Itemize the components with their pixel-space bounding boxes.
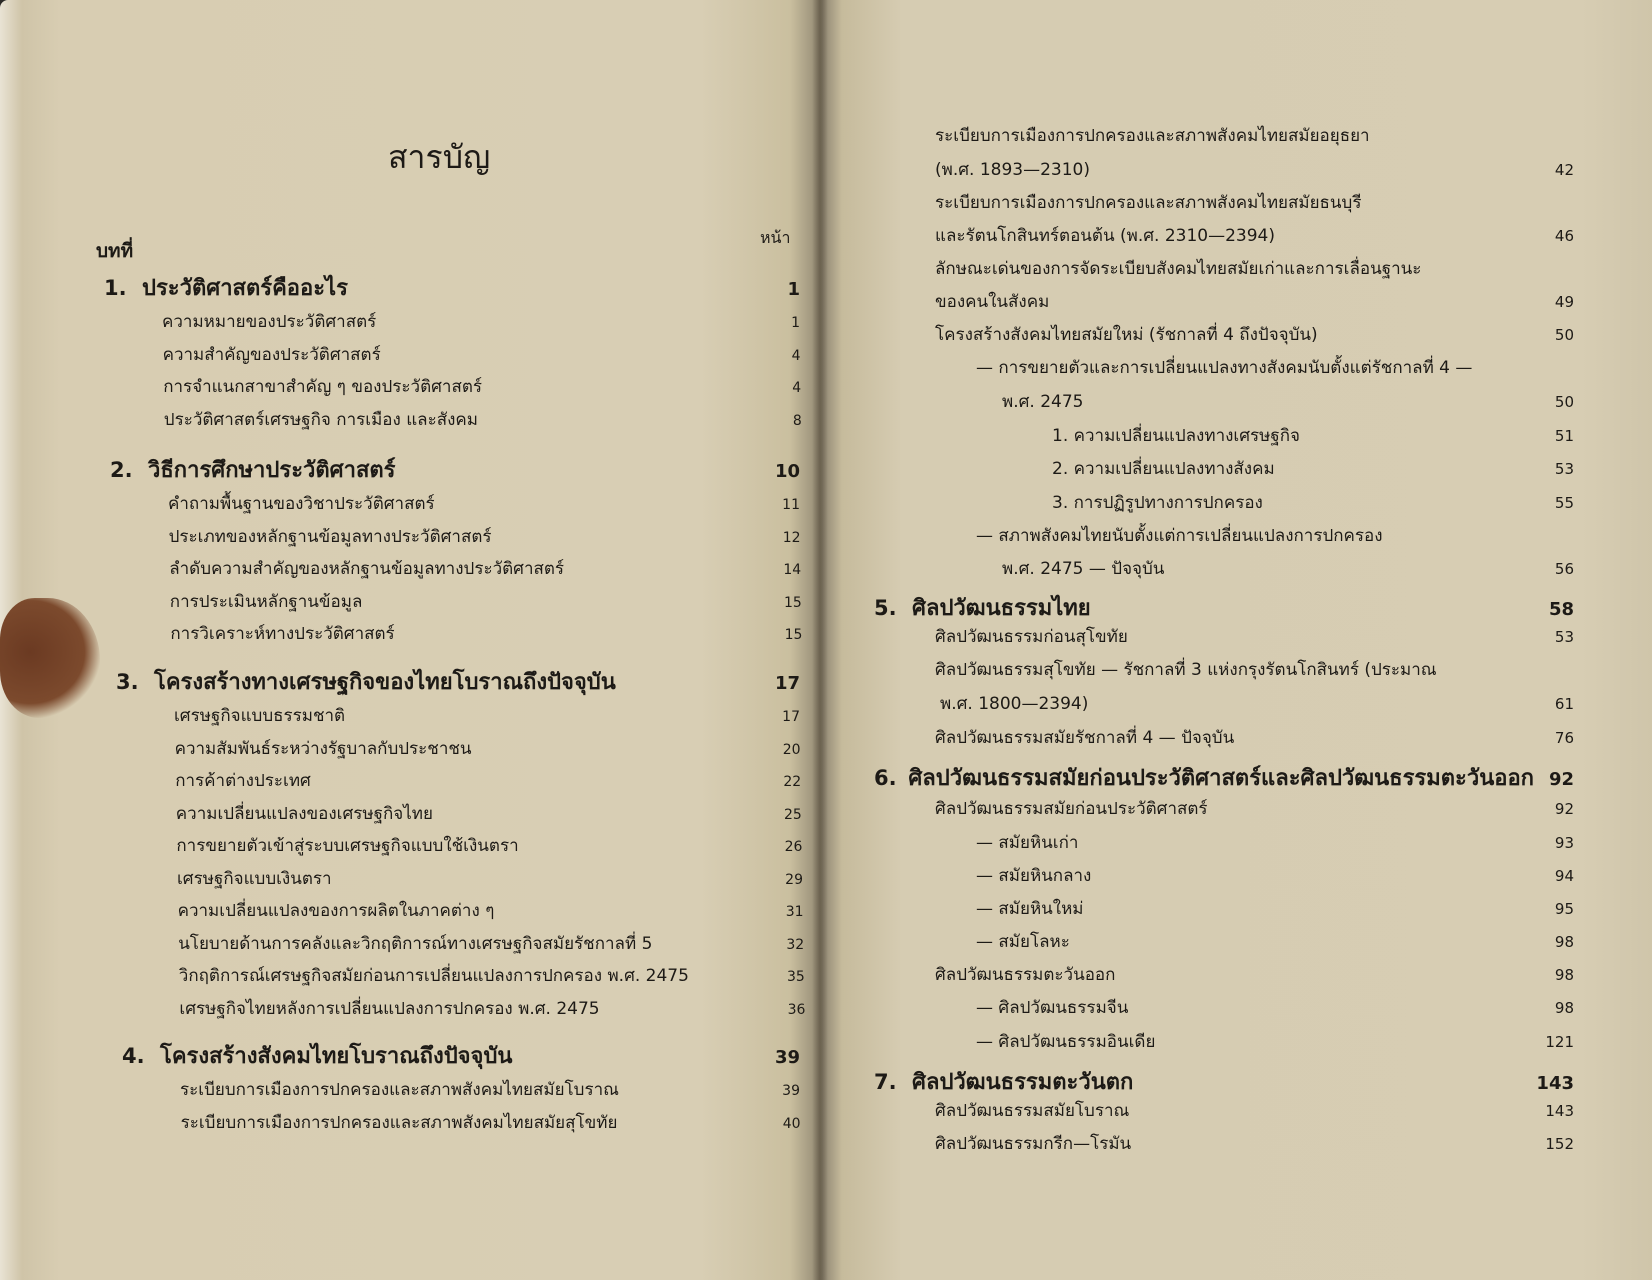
entry-title: ลำดับความสำคัญของหลักฐานข้อมูลทางประวัติศาสตร์ (169, 559, 565, 579)
page-number: 58 (1548, 599, 1574, 620)
entry-title: — สมัยหินกลาง (976, 866, 1092, 886)
right-page (822, 0, 1652, 1280)
entry-title: — สมัยหินเก่า (976, 833, 1079, 853)
entry-title: และรัตนโกสินทร์ตอนต้น (พ.ศ. 2310—2394) (935, 226, 1275, 246)
book-spine (812, 0, 828, 1280)
entry-title: ลักษณะเด่นของการจัดระเบียบสังคมไทยสมัยเก่าและการเลื่อนฐานะ (935, 259, 1422, 279)
page-number: 22 (783, 774, 802, 790)
entry-title: — การขยายตัวและการเปลี่ยนแปลงทางสังคมนับตั้งแต่รัชกาลที่ 4 — (976, 358, 1473, 378)
page-number: 76 (1554, 729, 1574, 747)
toc-entry (935, 122, 1574, 149)
page-number: 98 (1554, 966, 1574, 984)
chapter-column-header: บทที่ (96, 240, 134, 262)
page-number: 49 (1554, 293, 1574, 311)
page-number: 15 (784, 627, 803, 643)
chapter-row (874, 590, 1574, 625)
entry-title: — ศิลปวัฒนธรรมจีน (976, 998, 1129, 1018)
entry-title: การขยายตัวเข้าสู่ระบบเศรษฐกิจแบบใช้เงินตรา (176, 836, 519, 856)
page-number: 42 (1554, 161, 1574, 179)
toc-entry (935, 961, 1574, 988)
toc-entry (976, 895, 1574, 922)
page-number: 61 (1554, 695, 1574, 713)
entry-title: การจำแนกสาขาสำคัญ ๆ ของประวัติศาสตร์ (163, 377, 482, 397)
page-title: สารบัญ (388, 138, 491, 176)
entry-title: ระเบียบการเมืองการปกครองและสภาพสังคมไทยสมัยสุโขทัย (180, 1112, 618, 1133)
page-number: 4 (791, 347, 801, 364)
page-number: 36 (787, 1001, 806, 1018)
entry-title: ระเบียบการเมืองการปกครองและสภาพสังคมไทยสมัยโบราณ (180, 1080, 619, 1100)
chapter-number: 1. (104, 276, 127, 300)
toc-entry (935, 288, 1574, 315)
chapter-number: 5. (874, 596, 897, 620)
page-number: 95 (1554, 900, 1574, 918)
page-number: 152 (1545, 1135, 1574, 1153)
toc-entry (169, 523, 801, 550)
left-page (0, 0, 822, 1280)
chapter-title: ศิลปวัฒนธรรมไทย (912, 595, 1091, 621)
toc-entry (170, 588, 802, 615)
chapter-title: ประวัติศาสตร์คืออะไร (142, 275, 348, 301)
page-number: 20 (782, 741, 801, 758)
entry-title: ความหมายของประวัติศาสตร์ (162, 312, 377, 332)
chapter-row (110, 452, 800, 487)
page-number: 17 (782, 709, 800, 725)
entry-title: 1. ความเปลี่ยนแปลงทางเศรษฐกิจ (1052, 426, 1300, 446)
toc-entry (163, 341, 801, 368)
entry-title: — สภาพสังคมไทยนับตั้งแต่การเปลี่ยนแปลงการปกครอง (976, 526, 1383, 546)
toc-entry (181, 1109, 801, 1136)
toc-entry (180, 1076, 800, 1103)
entry-title: ระเบียบการเมืองการปกครองและสภาพสังคมไทยสมัยธนบุรี (935, 193, 1362, 213)
chapter-number: 2. (110, 458, 133, 482)
entry-title: ความเปลี่ยนแปลงของการผลิตในภาคต่าง ๆ (177, 901, 495, 921)
toc-entry (162, 308, 800, 335)
entry-title: ประวัติศาสตร์เศรษฐกิจ การเมือง และสังคม (163, 409, 478, 430)
page-number: 11 (782, 497, 800, 513)
toc-entry (168, 490, 800, 517)
toc-entry (163, 373, 801, 400)
toc-entry (1002, 388, 1574, 415)
page-number: 1 (787, 279, 800, 300)
entry-title: การวิเคราะห์ทางประวัติศาสตร์ (170, 624, 395, 644)
entry-title: การค้าต่างประเทศ (175, 771, 311, 791)
entry-title: นโยบายด้านการคลังและวิกฤติการณ์ทางเศรษฐกิจสมัยรัชกาลที่ 5 (178, 933, 653, 954)
page-number: 53 (1554, 460, 1574, 478)
page-number: 31 (785, 904, 804, 920)
chapter-title: ศิลปวัฒนธรรมสมัยก่อนประวัติศาสตร์และศิลปวัฒนธรรมตะวันออก (908, 765, 1534, 791)
page-number: 94 (1554, 867, 1574, 885)
toc-entry (178, 897, 804, 924)
entry-title: ศิลปวัฒนธรรมตะวันออก (935, 965, 1116, 985)
toc-entry (175, 735, 801, 762)
toc-entry (175, 767, 801, 794)
entry-title: ประเภทของหลักฐานข้อมูลทางประวัติศาสตร์ (168, 526, 492, 547)
toc-entry (976, 928, 1574, 955)
entry-title: (พ.ศ. 1893—2310) (935, 160, 1091, 180)
toc-entry (935, 222, 1574, 249)
toc-entry (176, 832, 802, 859)
toc-entry (935, 724, 1574, 751)
toc-entry (976, 354, 1574, 381)
page-number: 39 (782, 1083, 800, 1099)
toc-entry (1002, 555, 1574, 582)
toc-entry (976, 1028, 1574, 1055)
entry-title: วิกฤติการณ์เศรษฐกิจสมัยก่อนการเปลี่ยนแปลงการปกครอง พ.ศ. 2475 (178, 966, 689, 986)
page-number: 29 (785, 871, 803, 888)
entry-title: เศรษฐกิจไทยหลังการเปลี่ยนแปลงการปกครอง พ.ศ. 2475 (179, 998, 600, 1019)
page-number: 56 (1554, 560, 1574, 578)
entry-title: — สมัยโลหะ (976, 932, 1070, 952)
entry-title: โครงสร้างสังคมไทยสมัยใหม่ (รัชกาลที่ 4 ถึงปัจจุบัน) (935, 325, 1318, 345)
toc-entry (1052, 455, 1574, 482)
toc-entry (935, 1097, 1574, 1124)
toc-entry (935, 189, 1574, 216)
page-number: 14 (783, 562, 802, 578)
toc-entry (935, 156, 1574, 183)
chapter-title: ศิลปวัฒนธรรมตะวันตก (912, 1069, 1134, 1095)
entry-title: ความเปลี่ยนแปลงของเศรษฐกิจไทย (175, 803, 433, 824)
toc-entry (935, 1130, 1574, 1157)
page-number: 51 (1554, 427, 1574, 445)
chapter-row (104, 270, 800, 305)
entry-title: — ศิลปวัฒนธรรมอินเดีย (976, 1032, 1156, 1052)
entry-title: — สมัยหินใหม่ (976, 899, 1084, 919)
page-number: 39 (774, 1047, 800, 1068)
page-number: 40 (782, 1115, 801, 1132)
toc-entry (178, 930, 804, 957)
page-number: 98 (1554, 933, 1574, 951)
toc-entry (177, 865, 803, 892)
page-number: 8 (792, 412, 802, 429)
entry-title: ศิลปวัฒนธรรมสมัยโบราณ (935, 1101, 1130, 1121)
toc-entry (976, 862, 1574, 889)
chapter-number: 7. (874, 1070, 897, 1094)
toc-entry (940, 690, 1574, 717)
entry-title: ความสัมพันธ์ระหว่างรัฐบาลกับประชาชน (174, 738, 472, 759)
toc-entry (174, 702, 800, 729)
entry-title: พ.ศ. 1800—2394) (940, 694, 1089, 714)
toc-entry (170, 620, 802, 647)
page-number: 1 (791, 315, 800, 331)
toc-entry (976, 522, 1574, 549)
page-number: 55 (1554, 494, 1574, 512)
entry-title: ศิลปวัฒนธรรมสมัยรัชกาลที่ 4 — ปัจจุบัน (935, 728, 1235, 748)
toc-entry (935, 795, 1574, 822)
page-number: 121 (1545, 1033, 1574, 1051)
chapter-number: 4. (122, 1044, 145, 1068)
entry-title: ศิลปวัฒนธรรมกรีก—โรมัน (935, 1134, 1132, 1154)
entry-title: เศรษฐกิจแบบธรรมชาติ (174, 706, 346, 726)
page-number: 17 (774, 673, 800, 694)
toc-entry (935, 255, 1574, 282)
page-number: 98 (1554, 999, 1574, 1017)
chapter-title: โครงสร้างทางเศรษฐกิจของไทยโบราณถึงปัจจุบัน (154, 669, 616, 695)
entry-title: ศิลปวัฒนธรรมสมัยก่อนประวัติศาสตร์ (935, 799, 1208, 819)
toc-entry (179, 995, 805, 1022)
toc-entry (1052, 489, 1574, 516)
entry-title: ระเบียบการเมืองการปกครองและสภาพสังคมไทยสมัยอยุธยา (935, 126, 1370, 146)
entry-title: พ.ศ. 2475 — ปัจจุบัน (1002, 559, 1165, 579)
entry-title: เศรษฐกิจแบบเงินตรา (177, 868, 332, 889)
page-number: 143 (1545, 1102, 1574, 1120)
toc-entry (176, 800, 802, 827)
page-number: 50 (1554, 393, 1574, 411)
chapter-row (122, 1038, 800, 1073)
page-number: 12 (782, 529, 801, 546)
page-number: 32 (786, 936, 805, 953)
entry-title: พ.ศ. 2475 (1002, 392, 1084, 412)
entry-title: ของคนในสังคม (935, 292, 1050, 312)
toc-entry (164, 406, 802, 433)
chapter-title: วิธีการศึกษาประวัติศาสตร์ (148, 457, 396, 483)
entry-title: 3. การปฏิรูปทางการปกครอง (1052, 493, 1263, 513)
toc-entry (179, 962, 805, 989)
chapter-row (874, 1064, 1574, 1099)
toc-entry (935, 321, 1574, 348)
chapter-row (116, 664, 800, 699)
chapter-row (874, 760, 1574, 795)
page-number: 10 (774, 461, 800, 482)
entry-title: 2. ความเปลี่ยนแปลงทางสังคม (1052, 459, 1275, 479)
toc-entry (935, 656, 1574, 683)
page-number: 35 (786, 969, 805, 985)
chapter-title: โครงสร้างสังคมไทยโบราณถึงปัจจุบัน (160, 1043, 513, 1069)
toc-entry (1052, 422, 1574, 449)
toc-entry (935, 623, 1574, 650)
stain-mark (0, 598, 100, 718)
toc-entry (976, 994, 1574, 1021)
page-number: 25 (783, 806, 802, 823)
page-number: 93 (1554, 834, 1574, 852)
entry-title: คำถามพื้นฐานของวิชาประวัติศาสตร์ (168, 494, 435, 514)
page-number: 15 (783, 594, 802, 611)
entry-title: ความสำคัญของประวัติศาสตร์ (162, 344, 381, 365)
page-number: 26 (784, 839, 803, 855)
entry-title: การประเมินหลักฐานข้อมูล (169, 591, 363, 612)
page-number: 92 (1554, 800, 1574, 818)
chapter-number: 6. (874, 766, 897, 790)
entry-title: ศิลปวัฒนธรรมสุโขทัย — รัชกาลที่ 3 แห่งกรุงรัตนโกสินทร์ (ประมาณ (935, 660, 1437, 680)
page-number: 46 (1554, 227, 1574, 245)
page-column-header: หน้า (760, 228, 791, 247)
chapter-number: 3. (116, 670, 139, 694)
page-number: 50 (1554, 326, 1574, 344)
page-number: 143 (1536, 1073, 1574, 1094)
entry-title: ศิลปวัฒนธรรมก่อนสุโขทัย (935, 627, 1128, 647)
page-number: 4 (792, 380, 802, 396)
page-number: 53 (1554, 628, 1574, 646)
page-number: 92 (1548, 769, 1574, 790)
toc-entry (976, 829, 1574, 856)
toc-entry (169, 555, 801, 582)
